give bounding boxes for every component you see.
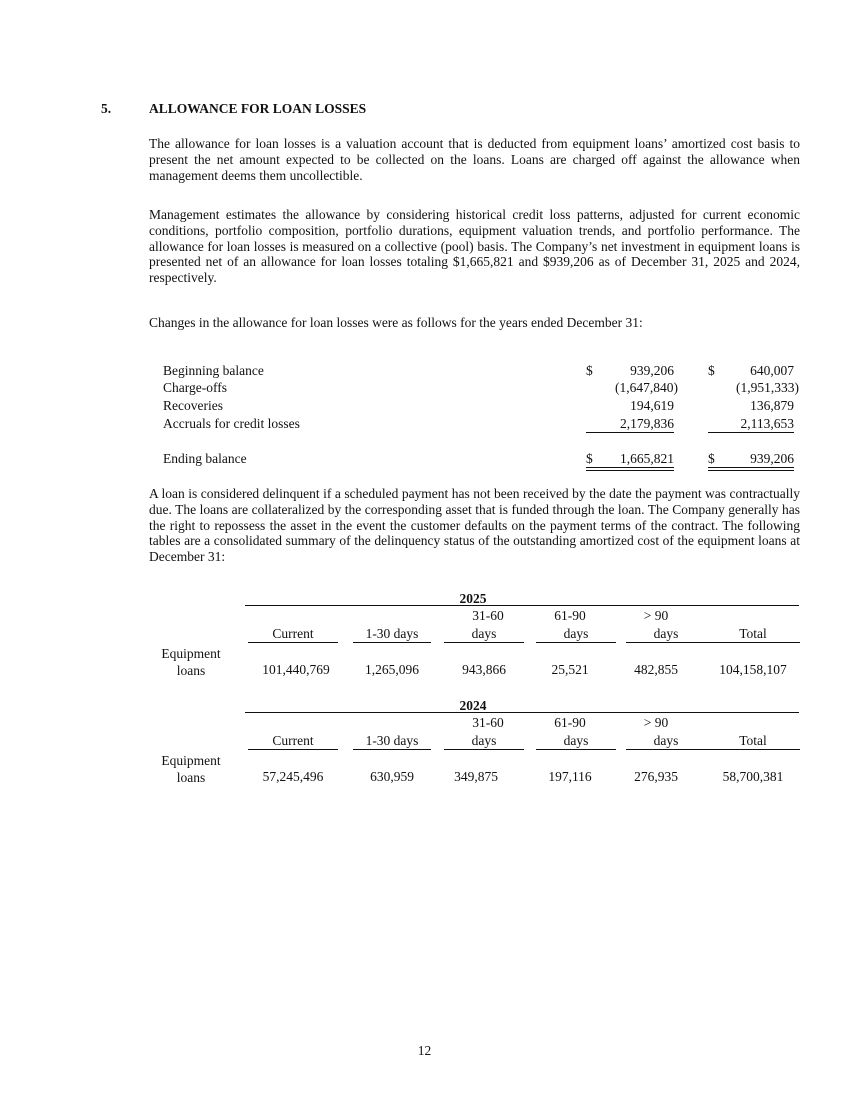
beginning-balance-2024: 640,007 bbox=[750, 363, 794, 378]
section-title: ALLOWANCE FOR LOAN LOSSES bbox=[149, 101, 367, 116]
row-label-ending-balance: Ending balance bbox=[163, 451, 247, 466]
value-1-30-2025: 1,265,096 bbox=[365, 662, 419, 677]
currency-symbol-ending-2025: $ bbox=[586, 451, 593, 466]
value-over-90-2025: 482,855 bbox=[634, 662, 678, 677]
charge-offs-2025: (1,647,840) bbox=[615, 380, 678, 395]
recoveries-2024: 136,879 bbox=[750, 398, 794, 413]
header-over-90-line1: > 90 bbox=[643, 608, 669, 623]
total-double-rule-2025 bbox=[586, 467, 674, 471]
header-1-30-days: 1-30 days bbox=[353, 733, 431, 750]
header-total: Total bbox=[706, 626, 800, 643]
subtotal-rule-2025 bbox=[586, 432, 674, 433]
row-label-accruals: Accruals for credit losses bbox=[163, 416, 300, 431]
header-61-90-line1: 61-90 bbox=[554, 715, 586, 730]
currency-symbol-2024: $ bbox=[708, 363, 715, 378]
value-total-2025: 104,158,107 bbox=[719, 662, 787, 677]
charge-offs-2024: (1,951,333) bbox=[736, 380, 799, 395]
row-label-recoveries: Recoveries bbox=[163, 398, 223, 413]
page-number: 12 bbox=[417, 1043, 432, 1058]
header-current: Current bbox=[248, 626, 338, 643]
row-label-loans: loans bbox=[176, 770, 206, 785]
section-number: 5. bbox=[101, 101, 112, 116]
value-31-60-2025: 943,866 bbox=[462, 662, 506, 677]
total-double-rule-2024 bbox=[708, 467, 794, 471]
header-31-60-line1: 31-60 bbox=[472, 608, 504, 623]
currency-symbol-ending-2024: $ bbox=[708, 451, 715, 466]
paragraph-allowance-definition: The allowance for loan losses is a valuation account that is deducted from equipment loans’ amortized cost basis to present the net amount expected to be collected on the loans. Loans are charged off against the allowance when management deems them uncollectible. bbox=[149, 136, 800, 183]
row-label-loans: loans bbox=[176, 663, 206, 678]
ending-balance-2025: 1,665,821 bbox=[620, 451, 674, 466]
table-year-2024: 2024 bbox=[459, 698, 487, 713]
row-label-charge-offs: Charge-offs bbox=[163, 380, 227, 395]
recoveries-2025: 194,619 bbox=[630, 398, 674, 413]
header-over-90-line1: > 90 bbox=[643, 715, 669, 730]
header-total: Total bbox=[706, 733, 800, 750]
header-31-60-line1: 31-60 bbox=[472, 715, 504, 730]
beginning-balance-2025: 939,206 bbox=[630, 363, 674, 378]
header-31-60-days: days bbox=[444, 733, 524, 750]
ending-balance-2024: 939,206 bbox=[750, 451, 794, 466]
row-label-equipment: Equipment bbox=[161, 646, 221, 661]
header-over-90-days: days bbox=[626, 733, 706, 750]
value-61-90-2025: 25,521 bbox=[551, 662, 589, 677]
value-61-90-2024: 197,116 bbox=[548, 769, 592, 784]
value-31-60-2024: 349,875 bbox=[454, 769, 498, 784]
accruals-2024: 2,113,653 bbox=[740, 416, 794, 431]
value-over-90-2024: 276,935 bbox=[634, 769, 678, 784]
value-current-2025: 101,440,769 bbox=[262, 662, 330, 677]
currency-symbol-2025: $ bbox=[586, 363, 593, 378]
paragraph-delinquency-intro: A loan is considered delinquent if a scheduled payment has not been received by the date the payment was contractually due. The loans are collateralized by the corresponding asset that is funded through the loan. The Company generally has the right to repossess the asset in the event the customer defaults on the payment terms of the contract. The following tables are a consolidated summary of the delinquency status of the outstanding amortized cost of the equipment loans at December 31: bbox=[149, 486, 800, 565]
header-31-60-days: days bbox=[444, 626, 524, 643]
value-1-30-2024: 630,959 bbox=[370, 769, 414, 784]
value-total-2024: 58,700,381 bbox=[722, 769, 784, 784]
header-over-90-days: days bbox=[626, 626, 706, 643]
header-61-90-days: days bbox=[536, 733, 616, 750]
year-rule-2025 bbox=[245, 605, 799, 606]
paragraph-allowance-estimation: Management estimates the allowance by considering historical credit loss patterns, adjusted for current economic conditions, portfolio composition, portfolio durations, equipment valuation trends, and portfolio performance. The allowance for loan losses is measured on a collective (pool) basis. The Company’s net investment in equipment loans is presented net of an allowance for loan losses totaling $1,665,821 and $939,206 as of December 31, 2025 and 2024, respectively. bbox=[149, 207, 800, 286]
value-current-2024: 57,245,496 bbox=[262, 769, 324, 784]
subtotal-rule-2024 bbox=[708, 432, 794, 433]
accruals-2025: 2,179,836 bbox=[620, 416, 674, 431]
year-rule-2024 bbox=[245, 712, 799, 713]
table-year-2025: 2025 bbox=[459, 591, 487, 606]
header-61-90-line1: 61-90 bbox=[554, 608, 586, 623]
paragraph-changes-intro: Changes in the allowance for loan losses were as follows for the years ended December 31: bbox=[149, 315, 643, 330]
header-61-90-days: days bbox=[536, 626, 616, 643]
row-label-equipment: Equipment bbox=[161, 753, 221, 768]
row-label-beginning-balance: Beginning balance bbox=[163, 363, 264, 378]
header-1-30-days: 1-30 days bbox=[353, 626, 431, 643]
header-current: Current bbox=[248, 733, 338, 750]
